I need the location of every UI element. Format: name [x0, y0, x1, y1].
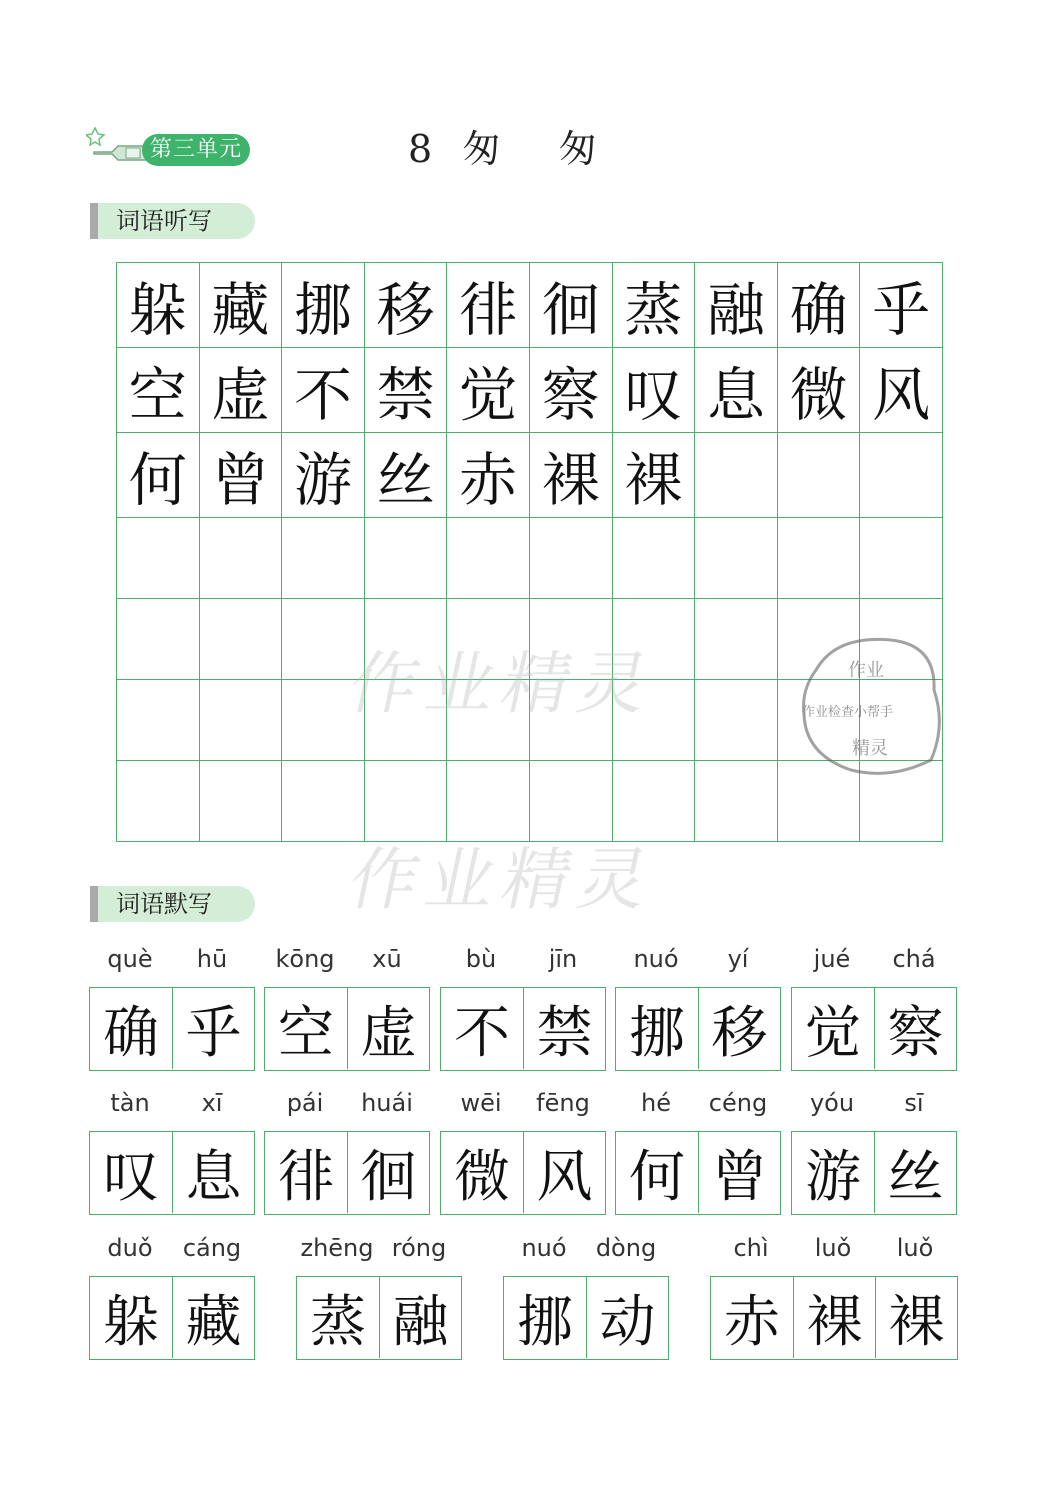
word-group [791, 945, 957, 1073]
grid-cell: 确 [778, 263, 861, 348]
word-group [89, 1089, 255, 1217]
grid-cell [613, 680, 696, 761]
char-box: 蒸 [310, 1289, 366, 1355]
pinyin-label: yí [727, 945, 749, 973]
pinyin-label: jīn [548, 945, 578, 973]
grid-cell: 禁 [365, 348, 448, 433]
grid-cell: 察 [530, 348, 613, 433]
char-box: 裸 [875, 1277, 957, 1358]
grid-cell [365, 518, 448, 599]
char-box: 叹 [103, 1144, 159, 1210]
grid-cell [778, 518, 861, 599]
word-group [791, 1089, 957, 1217]
grid-cell: 乎 [860, 263, 943, 348]
grid-cell [365, 680, 448, 761]
word-group [264, 945, 430, 1073]
char-boxes [89, 1131, 255, 1215]
char-box: 息 [172, 1132, 254, 1213]
grid-cell [200, 599, 283, 680]
char-box: 察 [874, 988, 956, 1069]
char-boxes [89, 1276, 255, 1360]
pinyin-label: nuó [633, 945, 679, 973]
grid-cell: 息 [695, 348, 778, 433]
char-box: 游 [805, 1144, 861, 1210]
grid-cell [530, 518, 613, 599]
grid-cell [447, 761, 530, 842]
grid-cell [613, 518, 696, 599]
char-box: 融 [379, 1277, 461, 1358]
grid-cell: 何 [117, 433, 200, 518]
grid-cell: 躲 [117, 263, 200, 348]
char-boxes [615, 1131, 781, 1215]
grid-cell: 不 [282, 348, 365, 433]
grid-cell: 徘 [447, 263, 530, 348]
stamp-middle: 作业检查小帮手 [802, 705, 894, 720]
word-group [89, 945, 255, 1073]
grid-cell: 丝 [365, 433, 448, 518]
word-group [89, 1234, 255, 1362]
char-box: 移 [698, 988, 780, 1069]
pinyin-label: zhēng [300, 1234, 374, 1262]
unit-badge [86, 124, 266, 174]
pinyin-label: céng [708, 1089, 768, 1117]
stamp-bottom: 精灵 [852, 738, 888, 759]
grid-cell [695, 433, 778, 518]
pinyin-label: tàn [110, 1089, 150, 1117]
grid-cell: 空 [117, 348, 200, 433]
grid-cell [613, 761, 696, 842]
grid-cell: 挪 [282, 263, 365, 348]
grid-cell [200, 518, 283, 599]
char-box: 丝 [874, 1132, 956, 1213]
pinyin-label: chá [892, 945, 936, 973]
grid-cell: 藏 [200, 263, 283, 348]
pinyin-label: bù [465, 945, 497, 973]
char-box: 徘 [278, 1144, 334, 1210]
char-box: 确 [103, 1000, 159, 1066]
char-box: 禁 [523, 988, 605, 1069]
char-box: 挪 [629, 1000, 685, 1066]
grid-cell: 风 [860, 348, 943, 433]
grid-cell: 叹 [613, 348, 696, 433]
char-box: 觉 [805, 1000, 861, 1066]
grid-cell [530, 761, 613, 842]
char-boxes [264, 1131, 430, 1215]
word-group [615, 1089, 781, 1217]
word-group [264, 1089, 430, 1217]
grid-cell [365, 761, 448, 842]
pinyin-label: kōng [275, 945, 335, 973]
grid-cell: 觉 [447, 348, 530, 433]
pinyin-label: pái [286, 1089, 324, 1117]
pinyin-label: cáng [182, 1234, 242, 1262]
pinyin-label: yóu [809, 1089, 855, 1117]
pinyin-label: què [107, 945, 153, 973]
section-dictation-label: 词语听写 [90, 203, 255, 239]
grid-cell: 徊 [530, 263, 613, 348]
pinyin-label: luǒ [896, 1234, 934, 1262]
char-boxes [440, 1131, 606, 1215]
pinyin-label: huái [361, 1089, 413, 1117]
char-boxes [440, 987, 606, 1071]
grid-cell [860, 518, 943, 599]
section-silent-label: 词语默写 [90, 886, 255, 922]
word-group [296, 1234, 462, 1362]
grid-cell [695, 599, 778, 680]
grid-cell: 赤 [447, 433, 530, 518]
char-boxes [791, 1131, 957, 1215]
grid-cell: 虚 [200, 348, 283, 433]
grid-cell [365, 599, 448, 680]
char-boxes [615, 987, 781, 1071]
char-box: 挪 [517, 1289, 573, 1355]
grid-cell [860, 433, 943, 518]
pinyin-label: hū [196, 945, 228, 973]
char-box: 徊 [347, 1132, 429, 1213]
char-box: 赤 [724, 1289, 780, 1355]
pinyin-label: fēng [536, 1089, 590, 1117]
char-box: 风 [523, 1132, 605, 1213]
unit-label: 第三单元 [142, 134, 250, 166]
grid-cell: 移 [365, 263, 448, 348]
word-group [440, 1089, 606, 1217]
grid-cell [778, 433, 861, 518]
grid-cell: 微 [778, 348, 861, 433]
grid-cell [695, 761, 778, 842]
char-box: 虚 [347, 988, 429, 1069]
char-boxes [296, 1276, 462, 1360]
char-boxes [791, 987, 957, 1071]
pinyin-label: jué [813, 945, 851, 973]
grid-cell [530, 680, 613, 761]
grid-cell: 裸 [530, 433, 613, 518]
pinyin-label: chì [733, 1234, 769, 1262]
char-box: 微 [454, 1144, 510, 1210]
grid-cell [282, 761, 365, 842]
grid-cell [613, 599, 696, 680]
lesson-title: 8 匆 匆 [408, 127, 599, 171]
stamp-top: 作业 [848, 660, 884, 681]
grid-cell [282, 680, 365, 761]
grid-cell [117, 680, 200, 761]
pinyin-label: dòng [595, 1234, 657, 1262]
grid-cell: 融 [695, 263, 778, 348]
grid-cell: 游 [282, 433, 365, 518]
char-boxes [264, 987, 430, 1071]
char-box: 空 [278, 1000, 334, 1066]
grid-cell [282, 599, 365, 680]
grid-cell: 曾 [200, 433, 283, 518]
grid-cell: 蒸 [613, 263, 696, 348]
pinyin-label: hé [641, 1089, 671, 1117]
watermark: 作业精灵 [342, 645, 664, 724]
char-box: 动 [586, 1277, 668, 1358]
pinyin-label: duǒ [107, 1234, 153, 1262]
char-box: 不 [454, 1000, 510, 1066]
grid-cell [447, 680, 530, 761]
grid-cell [695, 680, 778, 761]
grid-cell [117, 761, 200, 842]
grid-cell [117, 518, 200, 599]
grid-cell [530, 599, 613, 680]
char-box: 躲 [103, 1289, 159, 1355]
grid-cell: 裸 [613, 433, 696, 518]
grid-cell [695, 518, 778, 599]
grid-cell [200, 761, 283, 842]
grid-cell [447, 518, 530, 599]
char-box: 何 [629, 1144, 685, 1210]
char-box: 曾 [698, 1132, 780, 1213]
char-box: 藏 [172, 1277, 254, 1358]
pinyin-label: nuó [521, 1234, 567, 1262]
char-box: 裸 [793, 1277, 875, 1358]
pinyin-label: róng [391, 1234, 447, 1262]
grid-cell [282, 518, 365, 599]
watermark: 作业精灵 [342, 841, 664, 920]
grid-cell [447, 599, 530, 680]
grid-cell [200, 680, 283, 761]
char-boxes [503, 1276, 669, 1360]
word-group [710, 1234, 958, 1362]
pinyin-label: xī [201, 1089, 223, 1117]
pinyin-label: wēi [460, 1089, 502, 1117]
char-boxes [89, 987, 255, 1071]
char-boxes [710, 1276, 958, 1360]
word-group [503, 1234, 669, 1362]
pinyin-label: luǒ [814, 1234, 852, 1262]
word-group [440, 945, 606, 1073]
pinyin-label: xū [372, 945, 402, 973]
pinyin-label: sī [904, 1089, 924, 1117]
stamp-seal [796, 630, 946, 780]
word-group [615, 945, 781, 1073]
grid-cell [117, 599, 200, 680]
char-box: 乎 [172, 988, 254, 1069]
